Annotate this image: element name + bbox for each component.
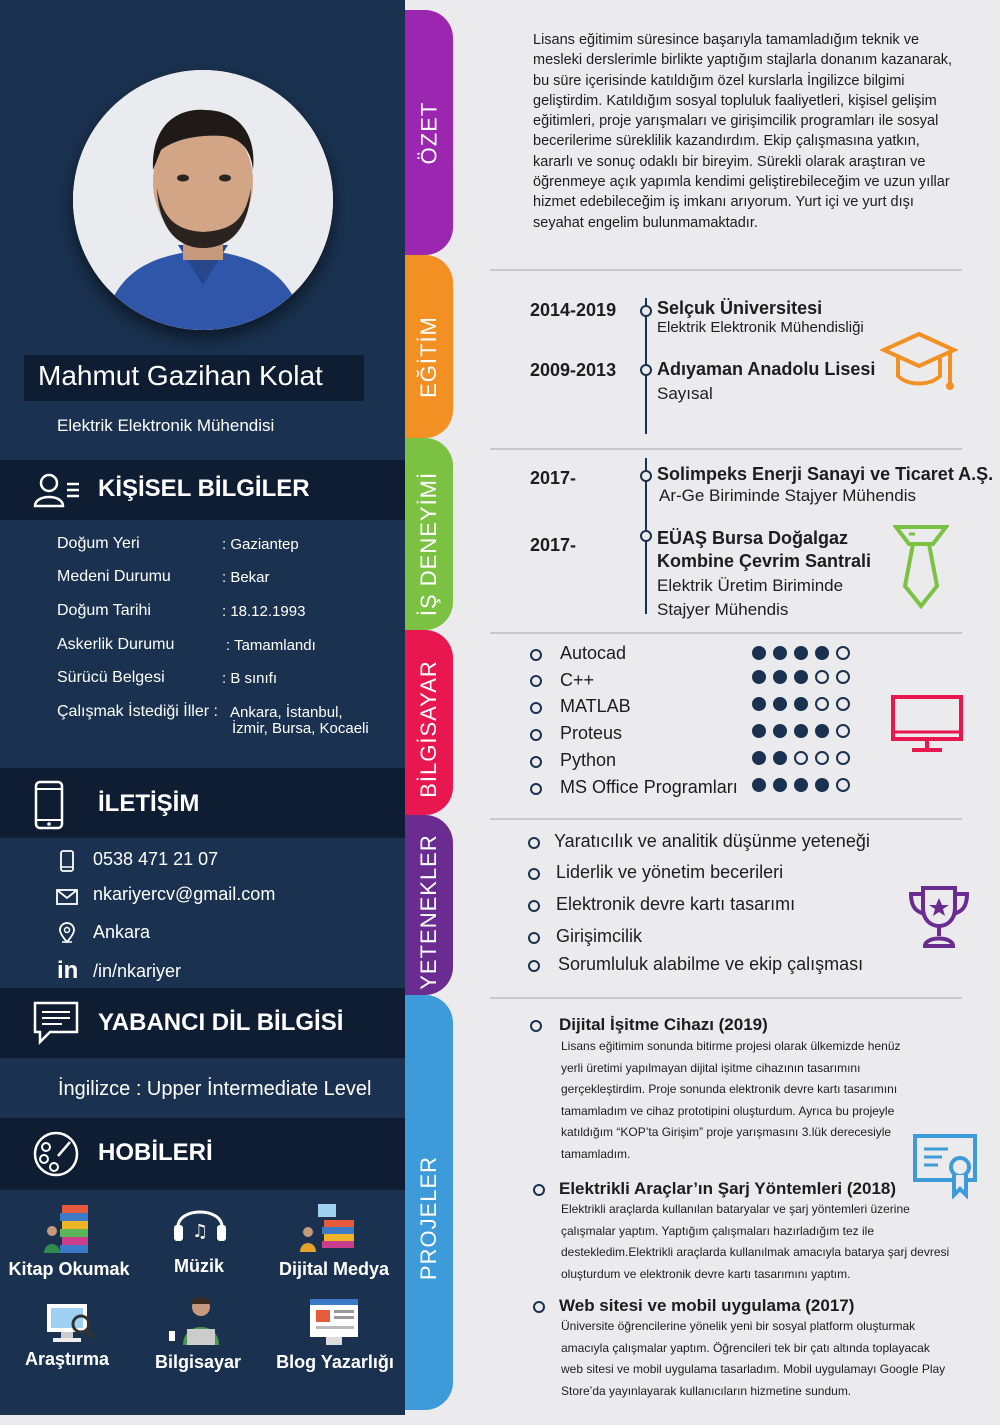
rating-dot xyxy=(794,697,808,711)
city: Ankara xyxy=(93,922,151,942)
rating-dot xyxy=(794,724,808,738)
user-icon xyxy=(33,472,81,508)
rating-dot xyxy=(794,670,808,684)
rating-dot xyxy=(752,778,766,792)
education-years: 2014-2019 xyxy=(530,300,617,320)
rating-dot xyxy=(836,670,850,684)
rating-dot xyxy=(815,751,829,765)
divider xyxy=(490,448,962,450)
skill-name: MATLAB xyxy=(560,696,631,716)
hobby-digital-media: Dijital Medya xyxy=(278,1259,390,1279)
svg-text:♫: ♫ xyxy=(192,1221,209,1242)
rating-dot xyxy=(773,724,787,738)
birthplace-label: Doğum Yeri xyxy=(57,535,140,552)
military-label: Askerlik Durumu xyxy=(57,636,175,653)
timeline-dot xyxy=(640,305,652,317)
rating-dot xyxy=(794,751,808,765)
personal-info-title: KİŞİSEL BİLGİLER xyxy=(98,475,310,502)
tie-icon xyxy=(893,524,949,610)
skill-rating xyxy=(752,670,850,684)
birthdate-label: Doğum Tarihi xyxy=(57,602,151,619)
experience-years: 2017- xyxy=(530,535,577,555)
rating-dot xyxy=(794,778,808,792)
bullet xyxy=(533,1184,545,1196)
rating-dot xyxy=(752,751,766,765)
rating-dot xyxy=(815,646,829,660)
bullet xyxy=(530,649,542,661)
rating-dot xyxy=(752,646,766,660)
skill-rating xyxy=(752,778,850,792)
palette-icon xyxy=(32,1130,80,1178)
project-description: Lisans eğitimim sonunda bitirme projesi olarak ülkemizde henüz yerli üretimi yapılmayan dijital işitme cihazının tasarımını gerçekleştirdim. Proje sonunda elektronik devre kartı tasarımını tamamladım ve cihaz prototipini oluşturdum. Ayrıca bu projeyle katıldığım “KOP’ta Girişim” proje yarışmasını 3.lük derecesiyle tamamladım. xyxy=(561,1039,901,1161)
job-role-line2: Stajyer Mühendis xyxy=(657,600,789,619)
bullet xyxy=(530,1020,542,1032)
ability-item: Liderlik ve yönetim becerileri xyxy=(556,862,784,882)
ability-item: Sorumluluk alabilme ve ekip çalışması xyxy=(558,954,864,974)
linkedin-icon: in xyxy=(57,957,79,984)
phone-icon xyxy=(56,850,78,872)
linkedin-handle[interactable]: /in/nkariyer xyxy=(93,961,182,981)
reading-icon xyxy=(40,1195,95,1255)
company-name-line2: Kombine Çevrim Santrali xyxy=(657,551,872,571)
license-value: : B sınıfı xyxy=(222,670,278,687)
hobby-music: Müzik xyxy=(173,1256,224,1276)
rating-dot xyxy=(815,697,829,711)
phone-number[interactable]: 0538 471 21 07 xyxy=(93,849,219,869)
school-name: Selçuk Üniversitesi xyxy=(657,298,823,318)
rating-dot xyxy=(773,697,787,711)
bullet xyxy=(528,960,540,972)
bullet xyxy=(530,756,542,768)
tab-computer-label: BİLGİSAYAR xyxy=(416,659,442,798)
tab-experience-label: İŞ DENEYİMİ xyxy=(416,471,441,617)
ability-item: Elektronik devre kartı tasarımı xyxy=(556,894,796,914)
birthplace-value: : Gaziantep xyxy=(222,536,299,553)
rating-dot xyxy=(773,646,787,660)
school-name: Adıyaman Anadolu Lisesi xyxy=(657,359,876,379)
bullet xyxy=(530,783,542,795)
rating-dot xyxy=(752,697,766,711)
rating-dot xyxy=(773,778,787,792)
divider xyxy=(490,818,962,820)
hobby-research: Araştırma xyxy=(24,1349,110,1369)
bullet xyxy=(528,900,540,912)
rating-dot xyxy=(836,751,850,765)
bullet xyxy=(528,868,540,880)
bullet xyxy=(528,932,540,944)
company-name: Solimpeks Enerji Sanayi ve Ticaret A.Ş. xyxy=(657,464,994,484)
profile-photo xyxy=(73,70,333,330)
ability-item: Yaratıcılık ve analitik düşünme yeteneği xyxy=(554,831,870,851)
marital-label: Medeni Durumu xyxy=(57,568,171,585)
skill-rating xyxy=(752,646,850,660)
speech-bubble-icon xyxy=(32,1000,80,1046)
divider xyxy=(490,269,962,271)
rating-dot xyxy=(773,751,787,765)
job-role: Ar-Ge Biriminde Stajyer Mühendis xyxy=(659,486,916,505)
marital-value: : Bekar xyxy=(222,569,270,586)
skill-rating xyxy=(752,751,850,765)
location-icon xyxy=(56,922,78,944)
company-name: EÜAŞ Bursa Doğalgaz xyxy=(657,528,849,548)
skill-name: C++ xyxy=(560,670,595,690)
rating-dot xyxy=(815,778,829,792)
bullet xyxy=(530,702,542,714)
rating-dot xyxy=(836,697,850,711)
language-title: YABANCI DİL BİLGİSİ xyxy=(98,1009,344,1036)
trophy-icon xyxy=(905,884,973,950)
rating-dot xyxy=(794,646,808,660)
bullet xyxy=(530,729,542,741)
rating-dot xyxy=(836,646,850,660)
timeline-dot xyxy=(640,530,652,542)
tab-education-label: EĞİTİM xyxy=(416,315,441,398)
hobby-reading: Kitap Okumak xyxy=(8,1259,130,1279)
email-icon xyxy=(56,886,78,908)
ability-item: Girişimcilik xyxy=(556,926,642,946)
smartphone-icon xyxy=(34,780,64,830)
rating-dot xyxy=(773,670,787,684)
job-title: Elektrik Elektronik Mühendisi xyxy=(57,416,275,435)
bullet xyxy=(530,675,542,687)
hobbies-title: HOBİLERİ xyxy=(98,1139,213,1166)
timeline-dot xyxy=(640,470,652,482)
hobby-blogging: Blog Yazarlığı xyxy=(276,1352,394,1372)
bullet xyxy=(533,1301,545,1313)
hobby-computer: Bilgisayar xyxy=(154,1352,242,1372)
skill-rating xyxy=(752,697,850,711)
tab-projects-label: PROJELER xyxy=(416,1155,441,1280)
divider xyxy=(490,632,962,634)
rating-dot xyxy=(836,778,850,792)
cities-value-2: İzmir, Bursa, Kocaeli xyxy=(232,720,369,737)
project-description: Elektrikli araçlarda kullanılan bataryalar ve şarj yöntemleri üzerine çalışmalar yaptım. Yaptığım çalışmaları hazırladığım tez ile destekledim.Elektrikli araçlarda kullanılmak amacıyla batarya şarj devresi oluşturdum ve elektronik devre kartı tasarımını yaptım. xyxy=(561,1202,950,1281)
contact-title: İLETİŞİM xyxy=(98,790,200,817)
job-role: Elektrik Üretim Biriminde xyxy=(657,576,844,595)
license-label: Sürücü Belgesi xyxy=(57,669,165,686)
full-name: Mahmut Gazihan Kolat xyxy=(38,360,323,391)
divider xyxy=(490,997,962,999)
military-value: : Tamamlandı xyxy=(226,637,316,654)
cities-label: Çalışmak İstediği İller : xyxy=(57,703,218,720)
skill-name: MS Office Programları xyxy=(560,777,738,797)
education-years: 2009-2013 xyxy=(530,360,617,380)
computer-person-icon xyxy=(165,1295,235,1350)
rating-dot xyxy=(815,670,829,684)
project-description: Üniversite öğrencilerine yönelik yeni bir sosyal platform oluşturmak amacıyla çalışmalar yaptım. Öğrencileri tek bir çatı altında toplayacak web sitesi ve mobil uygulama tasarladım. Mobil uygulamayı Google Play Store’da yayınlayarak kullanıcıların hizmetine sundum. xyxy=(561,1319,946,1398)
research-icon xyxy=(45,1302,95,1347)
music-icon xyxy=(170,1195,230,1250)
project-title: Elektrikli Araçlar’ın Şarj Yöntemleri (2018) xyxy=(559,1179,897,1198)
school-detail: Elektrik Elektronik Mühendisliği xyxy=(657,319,864,336)
skill-name: Python xyxy=(560,750,617,770)
certificate-icon xyxy=(912,1133,978,1199)
birthdate-value: : 18.12.1993 xyxy=(222,603,306,620)
tab-abilities-label: YETENEKLER xyxy=(416,834,441,990)
rating-dot xyxy=(752,670,766,684)
bullet xyxy=(528,837,540,849)
blog-icon xyxy=(308,1297,360,1347)
digital-media-icon xyxy=(296,1200,360,1255)
summary-text: Lisans eğitimim süresince başarıyla tamamladığım teknik ve mesleki derslerimle birlikte yaptığım stajlarla donanım kazanarak, bu süre içerisinde katıldığım özel kurslarla İngilizce bilgimi geliştirdim. Katıldığım sosyal topluluk faaliyetleri, kişisel gelişim eğitimleri, proje yarışmaları ve girişimcilik programları ile sosyal becerilerime süreklilik kazandırdım. Ekip çalışmasına yatkın, kararlı ve sonuç odaklı bir bireyim. Sürekli olarak araştıran ve öğrenmeye açık yapımla kendimi geliştirebileceğim ve uzun yıllar hizmet edebileceğim iş imkanı arıyorum. Yurt içi ve yurt dışı seyahat engelim bulunmamaktadır. xyxy=(533,32,953,231)
project-title: Web sitesi ve mobil uygulama (2017) xyxy=(559,1296,855,1315)
rating-dot xyxy=(752,724,766,738)
rating-dot xyxy=(836,724,850,738)
english-level: İngilizce : Upper İntermediate Level xyxy=(58,1078,372,1100)
skill-rating xyxy=(752,724,850,738)
email-address[interactable]: nkariyercv@gmail.com xyxy=(93,884,276,904)
graduation-cap-icon xyxy=(880,328,958,394)
experience-years: 2017- xyxy=(530,468,577,488)
rating-dot xyxy=(815,724,829,738)
timeline-dot xyxy=(640,364,652,376)
monitor-icon xyxy=(890,694,964,754)
skill-name: Proteus xyxy=(560,723,623,743)
project-title: Dijital İşitme Cihazı (2019) xyxy=(559,1015,768,1034)
tab-summary-label: ÖZET xyxy=(416,101,442,164)
skill-name: Autocad xyxy=(560,643,627,663)
cities-value: Ankara, İstanbul, xyxy=(230,704,343,721)
school-detail: Sayısal xyxy=(657,384,713,403)
